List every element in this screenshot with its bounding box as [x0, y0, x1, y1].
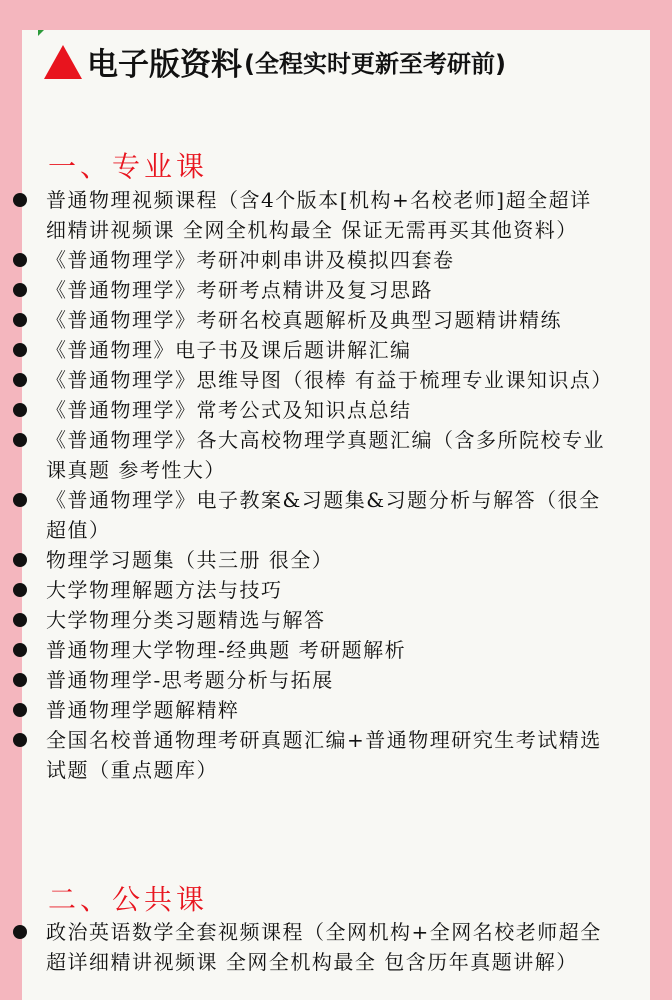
list-item-text: 《普通物理学》常考公式及知识点总结	[46, 398, 412, 422]
bullet-icon	[13, 703, 27, 717]
section-heading-major: 一、专业课	[48, 150, 209, 183]
list-item	[0, 695, 606, 725]
list-item-text: 物理学习题集（共三册 很全）	[46, 548, 334, 572]
bullet-icon	[13, 733, 27, 747]
bullet-icon	[13, 613, 27, 627]
list-item-text: 《普通物理》电子书及课后题讲解汇编	[46, 338, 412, 362]
list-item-text: 普通物理大学物理-经典题 考研题解析	[46, 638, 407, 662]
list-item	[0, 245, 606, 275]
list-item-text: 全国名校普通物理考研真题汇编+普通物理研究生考试精选试题（重点题库）	[46, 728, 602, 782]
list-item	[0, 275, 606, 305]
bullet-icon	[13, 673, 27, 687]
list-item	[0, 635, 606, 665]
list-item	[0, 665, 606, 695]
list-item-text: 普通物理视频课程（含4个版本[机构+名校老师]超全超详细精讲视频课 全网全机构最全 保证无需再买其他资料）	[46, 188, 592, 242]
bullet-icon	[13, 403, 27, 417]
major-course-list	[0, 185, 613, 785]
section-heading-public: 二、公共课	[48, 883, 209, 916]
bullet-icon	[13, 253, 27, 267]
bullet-icon	[13, 373, 27, 387]
list-item-text: 《普通物理学》各大高校物理学真题汇编（含多所院校专业课真题 参考性大）	[46, 428, 605, 482]
page-title	[44, 36, 506, 86]
bullet-icon	[13, 553, 27, 567]
list-item-text: 大学物理分类习题精选与解答	[46, 608, 326, 632]
bullet-icon	[13, 583, 27, 597]
list-item-text: 政治英语数学全套视频课程（全网机构+全网名校老师超全超详细精讲视频课 全网全机构最全 包含历年真题讲解）	[46, 920, 602, 974]
list-item	[0, 305, 606, 335]
list-item	[0, 917, 606, 977]
red-triangle-icon	[44, 45, 82, 79]
list-item	[0, 605, 606, 635]
list-item	[0, 485, 606, 545]
list-item	[0, 725, 606, 785]
list-item-text: 《普通物理学》电子教案&习题集&习题分析与解答（很全 超值）	[46, 488, 601, 542]
list-item-text: 大学物理解题方法与技巧	[46, 578, 283, 602]
public-course-list	[0, 917, 606, 977]
list-item	[0, 425, 606, 485]
list-item-text: 普通物理学题解精粹	[46, 698, 240, 722]
list-item-text: 普通物理学-思考题分析与拓展	[46, 668, 334, 692]
list-item-text: 《普通物理学》考研冲刺串讲及模拟四套卷	[46, 248, 455, 272]
bullet-icon	[13, 643, 27, 657]
bullet-icon	[13, 313, 27, 327]
bullet-icon	[13, 925, 27, 939]
bullet-icon	[13, 283, 27, 297]
title-sub: (全程实时更新至考研前)	[244, 49, 506, 78]
bullet-icon	[13, 193, 27, 207]
bullet-icon	[13, 343, 27, 357]
list-item-text: 《普通物理学》思维导图（很棒 有益于梳理专业课知识点）	[46, 368, 613, 392]
title-main: 电子版资料	[87, 46, 242, 83]
bullet-icon	[13, 433, 27, 447]
list-item	[0, 395, 606, 425]
list-item	[0, 545, 606, 575]
list-item	[0, 335, 606, 365]
list-item	[0, 365, 613, 395]
list-item	[0, 575, 606, 605]
bullet-icon	[13, 493, 27, 507]
list-item-text: 《普通物理学》考研考点精讲及复习思路	[46, 278, 433, 302]
list-item-text: 《普通物理学》考研名校真题解析及典型习题精讲精练	[46, 308, 562, 332]
list-item	[0, 185, 606, 245]
